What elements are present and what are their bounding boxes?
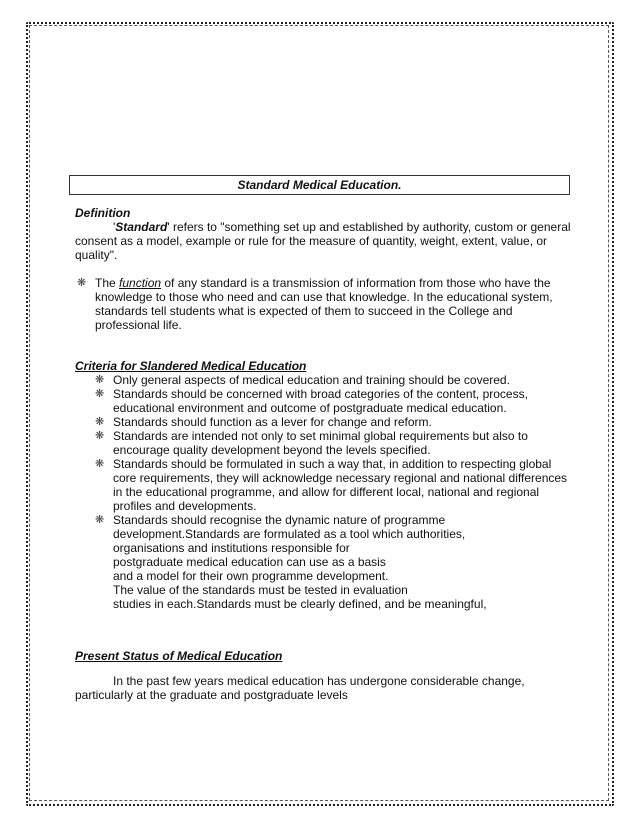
definition-paragraph: 'Standard' refers to "something set up and established by authority, custom or general consent as a model, example or rule for the measure of quantity, weight, extent, value, or quality". xyxy=(75,220,571,262)
criteria-item: ❋ Only general aspects of medical education and training should be covered. xyxy=(95,373,510,387)
document-body xyxy=(75,206,575,702)
criteria-continuation-line: postgraduate medical education can use as a basis xyxy=(113,555,386,569)
present-status-paragraph: In the past few years medical education has undergone considerable change, particularly at the graduate and postgraduate levels xyxy=(75,674,525,702)
criteria-item: ❋ Standards are intended not only to set minimal global requirements but also to encourage quality development beyond the levels specified. xyxy=(95,429,528,457)
document-title: Standard Medical Education. xyxy=(69,175,570,195)
definition-term: Standard xyxy=(115,220,168,234)
criteria-continuation-line: organisations and institutions responsible for xyxy=(113,541,350,555)
criteria-continuation-line: and a model for their own programme development. xyxy=(113,569,389,583)
criteria-item: ❋ Standards should function as a lever for change and reform. xyxy=(95,415,432,429)
star-bullet-icon: ❋ xyxy=(77,277,87,289)
function-term: function xyxy=(119,276,162,290)
star-bullet-icon: ❋ xyxy=(95,388,105,400)
definition-text: refers to "something set up and established by authority, custom or general consent as a model, example or rule for the measure of quantity, weight, extent, value, or quality". xyxy=(75,220,571,262)
present-status-heading: Present Status of Medical Education xyxy=(75,649,283,663)
criteria-heading: Criteria for Slandered Medical Education xyxy=(75,359,307,373)
criteria-list xyxy=(75,373,575,527)
criteria-item: ❋ Standards should be concerned with broad categories of the content, process, educational environment and outcome of postgraduate medical education. xyxy=(95,387,528,415)
star-bullet-icon: ❋ xyxy=(95,374,105,386)
function-text: of any standard is a transmission of information from those who have the knowledge to those who need and can use that knowledge. In the educational system, standards tell students what is expected of them to succeed in the College and professional life. xyxy=(95,276,553,332)
criteria-continuation-line: development.Standards are formulated as a tool which authorities, xyxy=(113,527,466,541)
criteria-item: ❋ Standards should recognise the dynamic nature of programme xyxy=(95,513,446,527)
star-bullet-icon: ❋ xyxy=(95,514,105,526)
star-bullet-icon: ❋ xyxy=(95,416,105,428)
star-bullet-icon: ❋ xyxy=(95,458,105,470)
criteria-continuation-line: studies in each.Standards must be clearly defined, and be meaningful, xyxy=(113,597,487,611)
star-bullet-icon: ❋ xyxy=(95,430,105,442)
criteria-item: ❋ Standards should be formulated in such a way that, in addition to respecting global core requirements, they will acknowledge necessary regional and national differences in the educational programme, and allow for different local, national and regional profiles and developments. xyxy=(95,457,568,513)
function-bullet: ❋ The function of any standard is a transmission of information from those who have the knowledge to those who need and can use that knowledge. In the educational system, standards tell students what is expected of them to succeed in the College and professional life. xyxy=(77,276,553,332)
definition-heading: Definition xyxy=(75,206,131,220)
criteria-continuation-line: The value of the standards must be tested in evaluation xyxy=(113,583,408,597)
